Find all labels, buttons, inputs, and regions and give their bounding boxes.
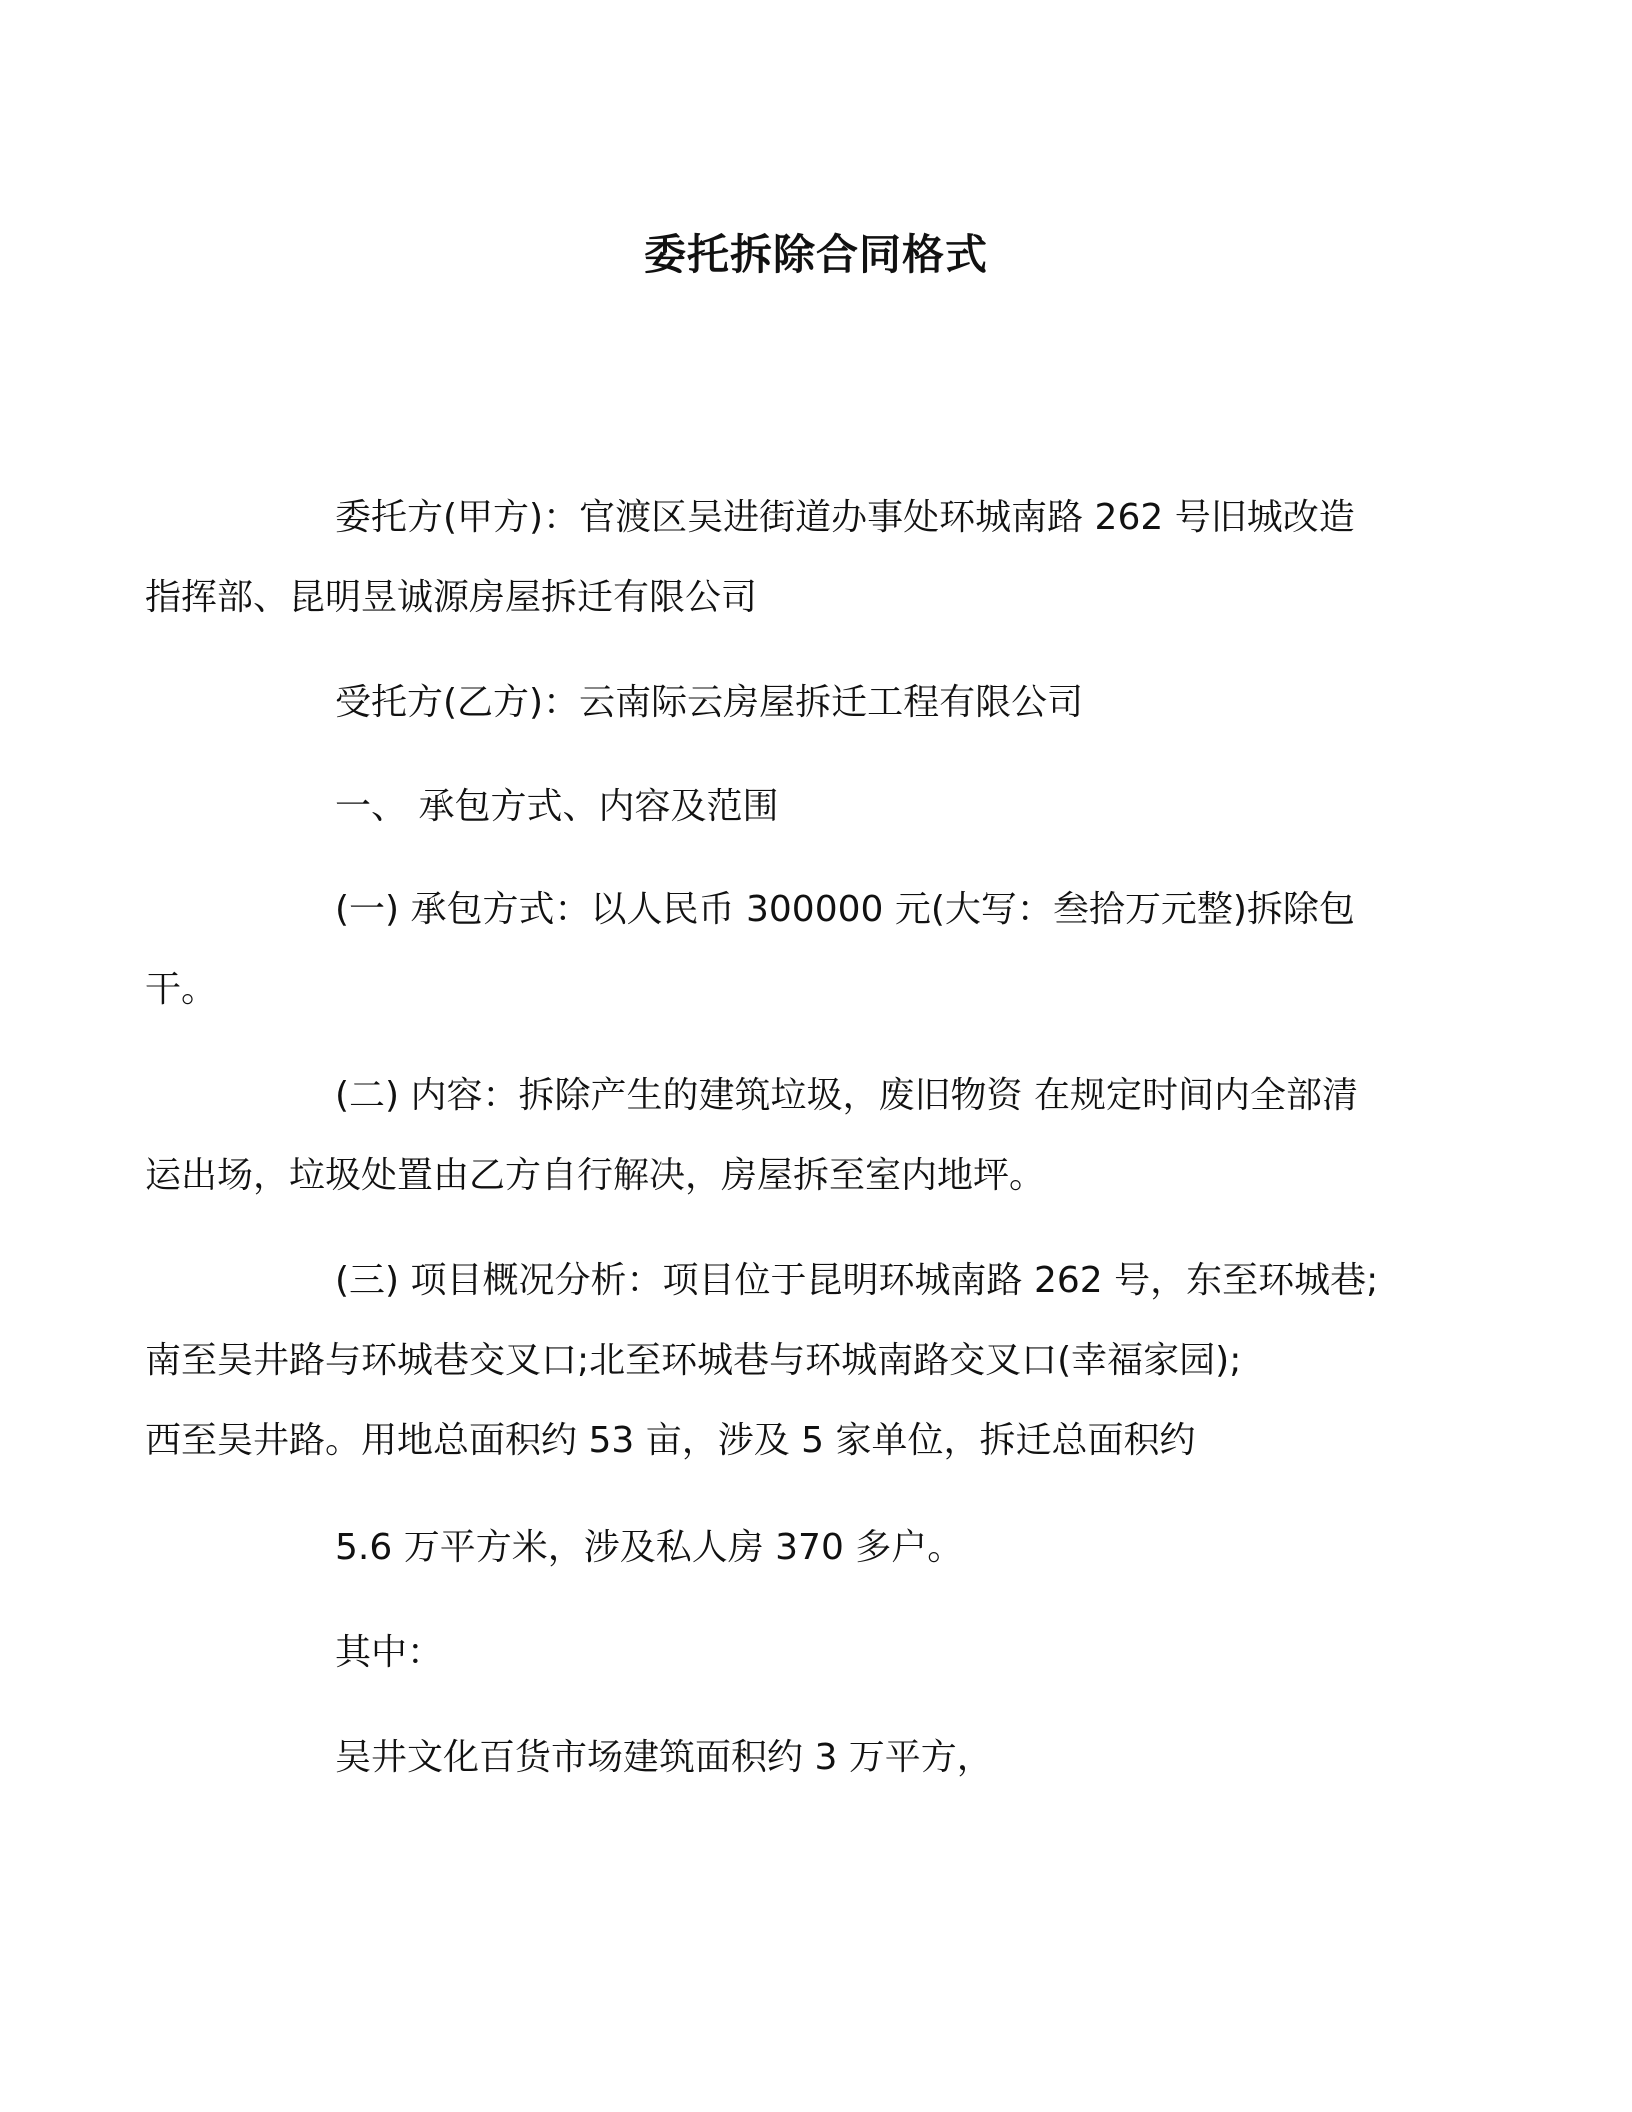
paragraph-area-summary bbox=[240, 1508, 1420, 1588]
paragraph-line: 干。 bbox=[145, 969, 218, 1010]
paragraph-line: 一、 承包方式、内容及范围 bbox=[335, 786, 779, 827]
paragraph-line: 受托方(乙方)：云南际云房屋拆迁工程有限公司 bbox=[335, 682, 1084, 723]
document-title: 委托拆除合同格式 bbox=[643, 230, 988, 279]
paragraph-entrusted-party bbox=[240, 663, 1420, 743]
paragraph-line: (三) 项目概况分析：项目位于昆明环城南路 262 号，东至环城巷; bbox=[335, 1260, 1379, 1301]
paragraph-market-area bbox=[240, 1718, 1420, 1798]
paragraph-line: 南至吴井路与环城巷交叉口;北至环城巷与环城南路交叉口(幸福家园); bbox=[145, 1340, 1242, 1381]
paragraph-content bbox=[145, 1056, 1420, 1216]
paragraph-line: 指挥部、昆明昱诚源房屋拆迁有限公司 bbox=[145, 577, 758, 618]
paragraph-line: (二) 内容：拆除产生的建筑垃圾，废旧物资 在规定时间内全部清 bbox=[335, 1075, 1358, 1116]
paragraph-among-them bbox=[240, 1613, 1420, 1693]
paragraph-line: 其中： bbox=[335, 1632, 444, 1673]
paragraph-line: 运出场，垃圾处置由乙方自行解决，房屋拆至室内地坪。 bbox=[145, 1155, 1046, 1196]
paragraph-entrusting-party bbox=[145, 478, 1420, 638]
paragraph-line: 西至吴井路。用地总面积约 53 亩，涉及 5 家单位，拆迁总面积约 bbox=[145, 1420, 1196, 1461]
paragraph-contract-method bbox=[145, 870, 1420, 1030]
section-heading-contract-scope bbox=[240, 767, 1420, 847]
paragraph-line: 吴井文化百货市场建筑面积约 3 万平方， bbox=[335, 1737, 993, 1778]
paragraph-line: (一) 承包方式：以人民币 300000 元(大写：叁拾万元整)拆除包 bbox=[335, 889, 1355, 930]
paragraph-line: 委托方(甲方)：官渡区吴进街道办事处环城南路 262 号旧城改造 bbox=[335, 497, 1355, 538]
paragraph-line: 5.6 万平方米，涉及私人房 370 多户。 bbox=[335, 1527, 964, 1568]
paragraph-project-overview bbox=[145, 1241, 1420, 1481]
